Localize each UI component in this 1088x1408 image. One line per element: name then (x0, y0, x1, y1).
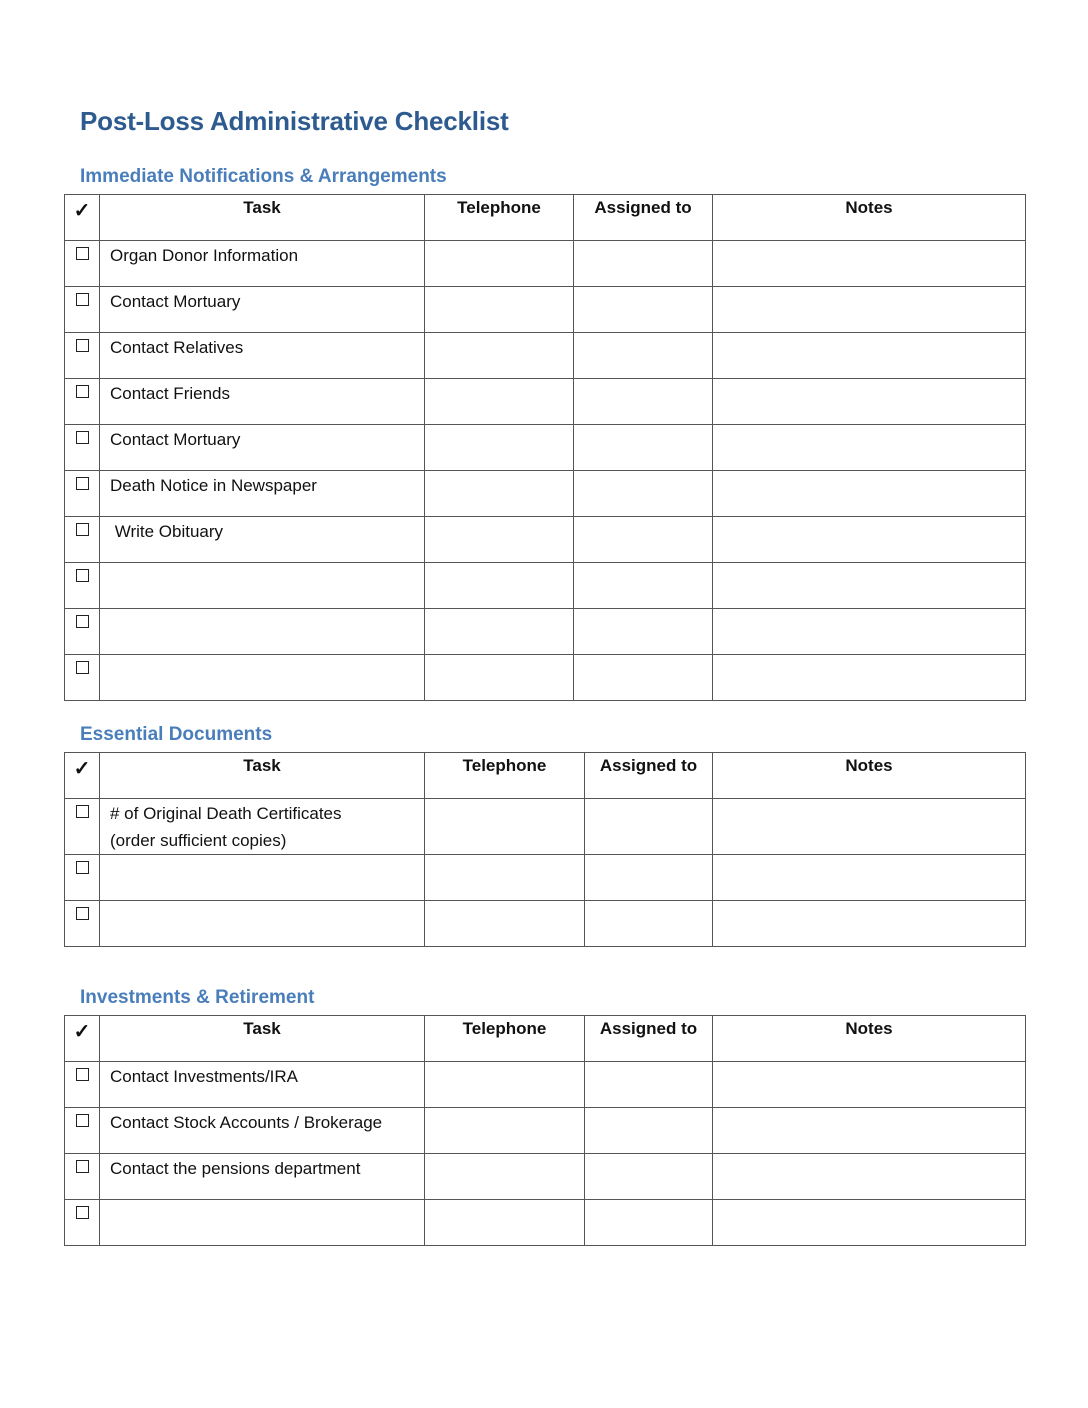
table-row (65, 855, 1026, 901)
telephone-cell[interactable] (425, 471, 574, 517)
notes-cell[interactable] (713, 1200, 1026, 1246)
task-text-line2: (order sufficient copies) (110, 831, 287, 850)
notes-cell[interactable] (713, 1062, 1026, 1108)
section-heading-documents: Essential Documents (80, 724, 273, 745)
table-row (65, 901, 1026, 947)
checkbox-icon[interactable] (76, 1068, 89, 1081)
notes-column-header: Notes (713, 1016, 1026, 1062)
notes-cell[interactable] (713, 855, 1026, 901)
assigned-cell[interactable] (574, 333, 713, 379)
task-cell[interactable] (100, 1200, 425, 1246)
telephone-cell[interactable] (425, 1200, 585, 1246)
section-heading-investments: Investments & Retirement (80, 987, 315, 1008)
checkbox-icon[interactable] (76, 1206, 89, 1219)
assigned-cell[interactable] (585, 1062, 713, 1108)
task-cell: Contact Friends (100, 379, 425, 425)
table-row (65, 241, 1026, 287)
assigned-cell[interactable] (585, 855, 713, 901)
telephone-cell[interactable] (425, 287, 574, 333)
telephone-cell[interactable] (425, 655, 574, 701)
assigned-cell[interactable] (574, 379, 713, 425)
telephone-cell[interactable] (425, 379, 574, 425)
telephone-cell[interactable] (425, 855, 585, 901)
checkmark-icon: ✓ (73, 200, 91, 222)
assigned-cell[interactable] (574, 471, 713, 517)
table-row (65, 563, 1026, 609)
checkbox-icon[interactable] (76, 385, 89, 398)
task-text: # of Original Death Certificates (110, 804, 342, 823)
checkbox-icon[interactable] (76, 805, 89, 818)
table-row (65, 799, 1026, 855)
checkmark-icon: ✓ (73, 1021, 91, 1043)
table-row (65, 333, 1026, 379)
table-header-row (65, 195, 1026, 241)
task-cell: Death Notice in Newspaper (100, 471, 425, 517)
checkbox-icon[interactable] (76, 615, 89, 628)
task-cell[interactable] (100, 609, 425, 655)
task-cell: Contact Stock Accounts / Brokerage (100, 1108, 425, 1154)
checklist-table-documents (64, 752, 1026, 947)
checkbox-icon[interactable] (76, 661, 89, 674)
assigned-cell[interactable] (574, 609, 713, 655)
telephone-column-header: Telephone (425, 1016, 585, 1062)
notes-column-header: Notes (713, 753, 1026, 799)
telephone-cell[interactable] (425, 1154, 585, 1200)
notes-cell[interactable] (713, 241, 1026, 287)
notes-cell[interactable] (713, 1154, 1026, 1200)
notes-column-header: Notes (713, 195, 1026, 241)
task-cell: Contact Mortuary (100, 287, 425, 333)
telephone-cell[interactable] (425, 563, 574, 609)
task-cell: Contact Relatives (100, 333, 425, 379)
checkbox-icon[interactable] (76, 477, 89, 490)
checkbox-icon[interactable] (76, 293, 89, 306)
table-row (65, 287, 1026, 333)
assigned-cell[interactable] (585, 1200, 713, 1246)
check-column-header (65, 753, 100, 799)
notes-cell[interactable] (713, 517, 1026, 563)
task-column-header: Task (100, 1016, 425, 1062)
checkbox-icon[interactable] (76, 431, 89, 444)
table-row (65, 425, 1026, 471)
notes-cell[interactable] (713, 1108, 1026, 1154)
assigned-column-header: Assigned to (574, 195, 713, 241)
telephone-column-header: Telephone (425, 753, 585, 799)
telephone-cell[interactable] (425, 333, 574, 379)
table-row (65, 1062, 1026, 1108)
assigned-cell[interactable] (585, 1154, 713, 1200)
assigned-column-header: Assigned to (585, 1016, 713, 1062)
task-column-header: Task (100, 195, 425, 241)
telephone-cell[interactable] (425, 425, 574, 471)
task-cell: Contact Mortuary (100, 425, 425, 471)
notes-cell[interactable] (713, 287, 1026, 333)
notes-cell[interactable] (713, 655, 1026, 701)
table-row (65, 655, 1026, 701)
table-row (65, 1154, 1026, 1200)
table-row (65, 609, 1026, 655)
check-column-header (65, 195, 100, 241)
checkbox-icon[interactable] (76, 569, 89, 582)
task-cell: Organ Donor Information (100, 241, 425, 287)
task-cell[interactable] (100, 655, 425, 701)
check-column-header (65, 1016, 100, 1062)
table-row (65, 471, 1026, 517)
checklist-table-investments (64, 1015, 1026, 1246)
table-header-row (65, 1016, 1026, 1062)
table-row (65, 517, 1026, 563)
notes-cell[interactable] (713, 425, 1026, 471)
assigned-cell[interactable] (574, 241, 713, 287)
task-cell[interactable] (100, 855, 425, 901)
notes-cell[interactable] (713, 471, 1026, 517)
telephone-cell[interactable] (425, 241, 574, 287)
telephone-column-header: Telephone (425, 195, 574, 241)
section-heading-immediate: Immediate Notifications & Arrangements (80, 166, 447, 187)
page-title: Post-Loss Administrative Checklist (80, 106, 509, 136)
assigned-cell[interactable] (574, 287, 713, 333)
checkbox-icon[interactable] (76, 861, 89, 874)
task-cell (100, 799, 425, 855)
notes-cell[interactable] (713, 333, 1026, 379)
assigned-cell[interactable] (574, 655, 713, 701)
telephone-cell[interactable] (425, 517, 574, 563)
notes-cell[interactable] (713, 563, 1026, 609)
task-cell[interactable] (100, 563, 425, 609)
telephone-cell[interactable] (425, 609, 574, 655)
telephone-cell[interactable] (425, 1062, 585, 1108)
assigned-column-header: Assigned to (585, 753, 713, 799)
task-column-header: Task (100, 753, 425, 799)
telephone-cell[interactable] (425, 901, 585, 947)
checkbox-icon[interactable] (76, 523, 89, 536)
telephone-cell[interactable] (425, 1108, 585, 1154)
checkmark-icon: ✓ (73, 758, 91, 780)
checkbox-icon[interactable] (76, 1114, 89, 1127)
assigned-cell[interactable] (574, 425, 713, 471)
assigned-cell[interactable] (585, 1108, 713, 1154)
assigned-cell[interactable] (585, 799, 713, 855)
task-cell: Contact the pensions department (100, 1154, 425, 1200)
checkbox-icon[interactable] (76, 1160, 89, 1173)
assigned-cell[interactable] (585, 901, 713, 947)
table-row (65, 1200, 1026, 1246)
table-header-row (65, 753, 1026, 799)
task-cell[interactable] (100, 901, 425, 947)
notes-cell[interactable] (713, 799, 1026, 855)
checkbox-icon[interactable] (76, 247, 89, 260)
task-cell: Contact Investments/IRA (100, 1062, 425, 1108)
checkbox-icon[interactable] (76, 907, 89, 920)
notes-cell[interactable] (713, 609, 1026, 655)
checkbox-icon[interactable] (76, 339, 89, 352)
checklist-table-immediate (64, 194, 1026, 701)
table-row (65, 379, 1026, 425)
assigned-cell[interactable] (574, 563, 713, 609)
notes-cell[interactable] (713, 901, 1026, 947)
table-row (65, 1108, 1026, 1154)
task-cell: Write Obituary (100, 517, 425, 563)
assigned-cell[interactable] (574, 517, 713, 563)
notes-cell[interactable] (713, 379, 1026, 425)
telephone-cell[interactable] (425, 799, 585, 855)
